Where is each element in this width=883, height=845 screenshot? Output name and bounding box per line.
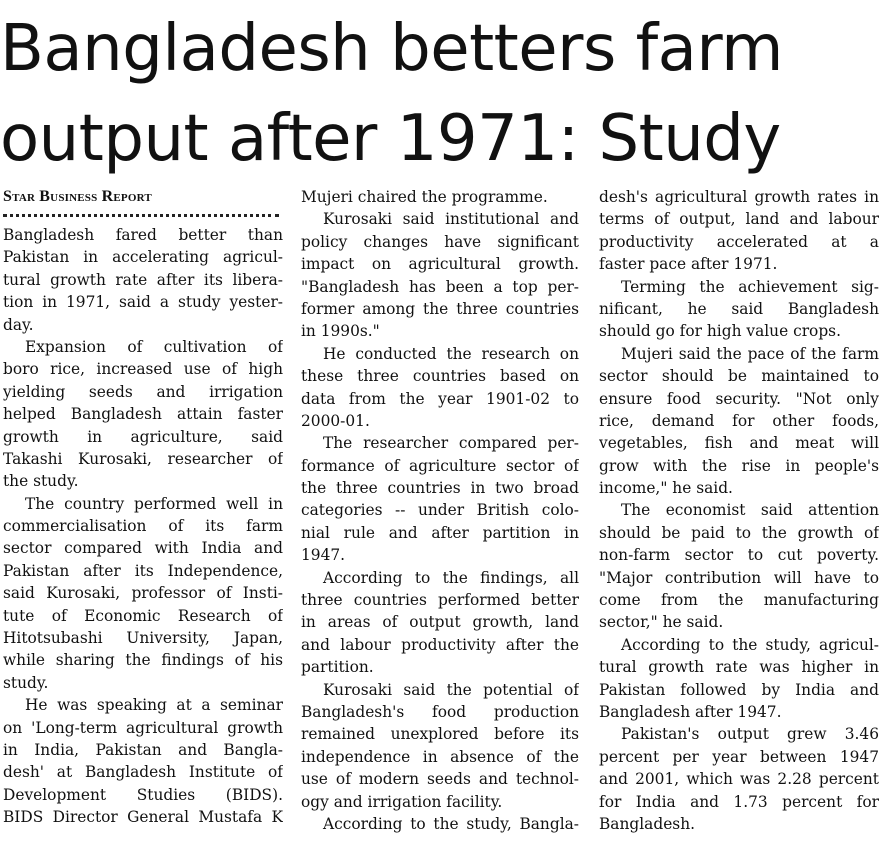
article-text-line: The researcher compared per- — [323, 434, 579, 453]
article-text-line: study. — [3, 673, 49, 692]
article-text-line: The country performed well in — [25, 494, 283, 513]
article-text-line: sector," he said. — [599, 613, 724, 632]
article-text-line: policy changes have significant — [301, 232, 579, 251]
article-text-line: while sharing the findings of his — [3, 651, 283, 670]
article-text-line: Pakistan's output grew 3.46 — [621, 725, 879, 744]
headline — [0, 4, 883, 184]
article-text-line: partition. — [301, 658, 374, 677]
article-text-line: and 2001, which was 2.28 percent — [599, 770, 879, 789]
article-text-line: commercialisation of its farm — [3, 517, 283, 536]
column-text — [3, 224, 283, 829]
article-column-1 — [3, 186, 283, 829]
article-text-line: desh's agricultural growth rates in — [599, 188, 879, 206]
article-text-line: Hitotsubashi University, Japan, — [3, 629, 283, 648]
article-text-line: should be paid to the growth of — [599, 523, 879, 542]
headline-line: output after 1971: Study — [0, 102, 781, 176]
article-body — [0, 186, 883, 841]
article-text-line: vegetables, fish and meat will — [599, 434, 879, 453]
article-text-line: desh' at Bangladesh Institute of — [3, 763, 283, 782]
article-text-line: percent per year between 1947 — [599, 747, 879, 766]
article-text-line: Expansion of cultivation of — [25, 337, 283, 356]
article-text-line: He was speaking at a seminar — [25, 696, 283, 715]
article-text-line: Bangladesh. — [599, 814, 696, 833]
article-text-line: According to the findings, all — [323, 568, 579, 587]
article-text-line: should go for high value crops. — [599, 322, 841, 341]
article-text-line: for India and 1.73 percent for — [599, 792, 879, 811]
article-text-line: Mujeri chaired the programme. — [301, 188, 548, 206]
article-text-line: in 1990s." — [301, 322, 380, 341]
article-text-line: grow with the rise in people's — [599, 456, 879, 475]
article-text-line: sector compared with India and — [3, 539, 283, 558]
article-text-line: Pakistan followed by India and — [599, 680, 879, 699]
article-text-line: ogy and irrigation facility. — [301, 792, 503, 811]
article-text-line: said Kurosaki, professor of Insti- — [3, 584, 283, 603]
article-text-line: tion in 1971, said a study yester- — [3, 293, 283, 312]
article-text-line: in India, Pakistan and Bangla- — [3, 740, 283, 759]
article-text-line: BIDS Director General Mustafa K — [3, 808, 283, 827]
article-text-line: Kurosaki said institutional and — [323, 210, 579, 229]
article-text-line: tural growth rate was higher in — [599, 658, 879, 677]
article-text-line: Mujeri said the pace of the farm — [621, 344, 879, 363]
article-text-line: yielding seeds and irrigation — [3, 382, 283, 401]
article-text-line: boro rice, increased use of high — [3, 360, 283, 379]
article-text-line: He conducted the research on — [323, 344, 579, 363]
headline-line: Bangladesh betters farm — [0, 12, 783, 86]
article-text-line: Pakistan after its Independence, — [3, 561, 283, 580]
article-text-line: helped Bangladesh attain faster — [3, 405, 283, 424]
article-text-line: income," he said. — [599, 479, 733, 498]
article-text-line: terms of output, land and labour — [599, 210, 879, 229]
article-text-line: "Bangladesh has been a top per- — [301, 277, 579, 296]
article-text-line: former among the three countries — [301, 299, 579, 318]
article-column-2 — [301, 186, 579, 835]
article-text-line: rice, demand for other foods, — [599, 411, 879, 430]
article-text-line: growth in agriculture, said — [3, 427, 283, 446]
article-text-line: According to the study, agricul- — [621, 635, 879, 654]
article-text-line: Terming the achievement sig- — [621, 277, 879, 296]
article-text-line: productivity accelerated at a — [599, 232, 879, 251]
article-text-line: 1947. — [301, 546, 346, 565]
article-text-line: Takashi Kurosaki, researcher of — [3, 449, 283, 468]
article-text-line: Bangladesh after 1947. — [599, 702, 782, 721]
article-text-line: the three countries in two broad — [301, 479, 579, 498]
byline: Star Business Report — [3, 188, 152, 205]
article-text-line: independence in absence of the — [301, 747, 579, 766]
column-text — [301, 186, 579, 835]
article-text-line: come from the manufacturing — [599, 591, 879, 610]
article-text-line: Development Studies (BIDS). — [3, 785, 283, 804]
article-text-line: Pakistan in accelerating agricul- — [3, 248, 283, 267]
article-text-line: "Major contribution will have to — [599, 568, 879, 587]
article-text-line: and labour productivity after the — [301, 635, 579, 654]
article-text-line: faster pace after 1971. — [599, 255, 778, 274]
article-text-line: Kurosaki said the potential of — [323, 680, 579, 699]
article-text-line: these three countries based on — [301, 367, 579, 386]
article-text-line: remained unexplored before its — [301, 725, 579, 744]
byline-divider — [3, 208, 279, 217]
article-text-line: categories -- under British colo- — [301, 501, 579, 520]
article-text-line: tute of Economic Research of — [3, 606, 283, 625]
article-text-line: nial rule and after partition in — [301, 523, 579, 542]
article-text-line: The economist said attention — [621, 501, 879, 520]
article-text-line: use of modern seeds and technol- — [301, 770, 579, 789]
article-text-line: the study. — [3, 472, 79, 491]
article-text-line: ensure food security. "Not only — [599, 389, 879, 408]
article-text-line: nificant, he said Bangladesh — [599, 299, 879, 318]
article-text-line: day. — [3, 315, 34, 334]
article-text-line: impact on agricultural growth. — [301, 255, 579, 274]
article-text-line: three countries performed better — [301, 591, 579, 610]
column-text — [599, 186, 879, 835]
article-text-line: Bangladesh's food production — [301, 702, 579, 721]
article-text-line: formance of agriculture sector of — [301, 456, 579, 475]
article-column-3 — [599, 186, 879, 835]
article-text-line: non-farm sector to cut poverty. — [599, 546, 879, 565]
article-text-line: data from the year 1901-02 to — [301, 389, 579, 408]
article-text-line: on 'Long-term agricultural growth — [3, 718, 283, 737]
article-text-line: sector should be maintained to — [599, 367, 879, 386]
article-text-line: tural growth rate after its libera- — [3, 270, 283, 289]
article-text-line: 2000-01. — [301, 411, 370, 430]
article-text-line: in areas of output growth, land — [301, 613, 579, 632]
article-text-line: Bangladesh fared better than — [3, 226, 283, 244]
article-text-line: According to the study, Bangla- — [323, 814, 579, 833]
